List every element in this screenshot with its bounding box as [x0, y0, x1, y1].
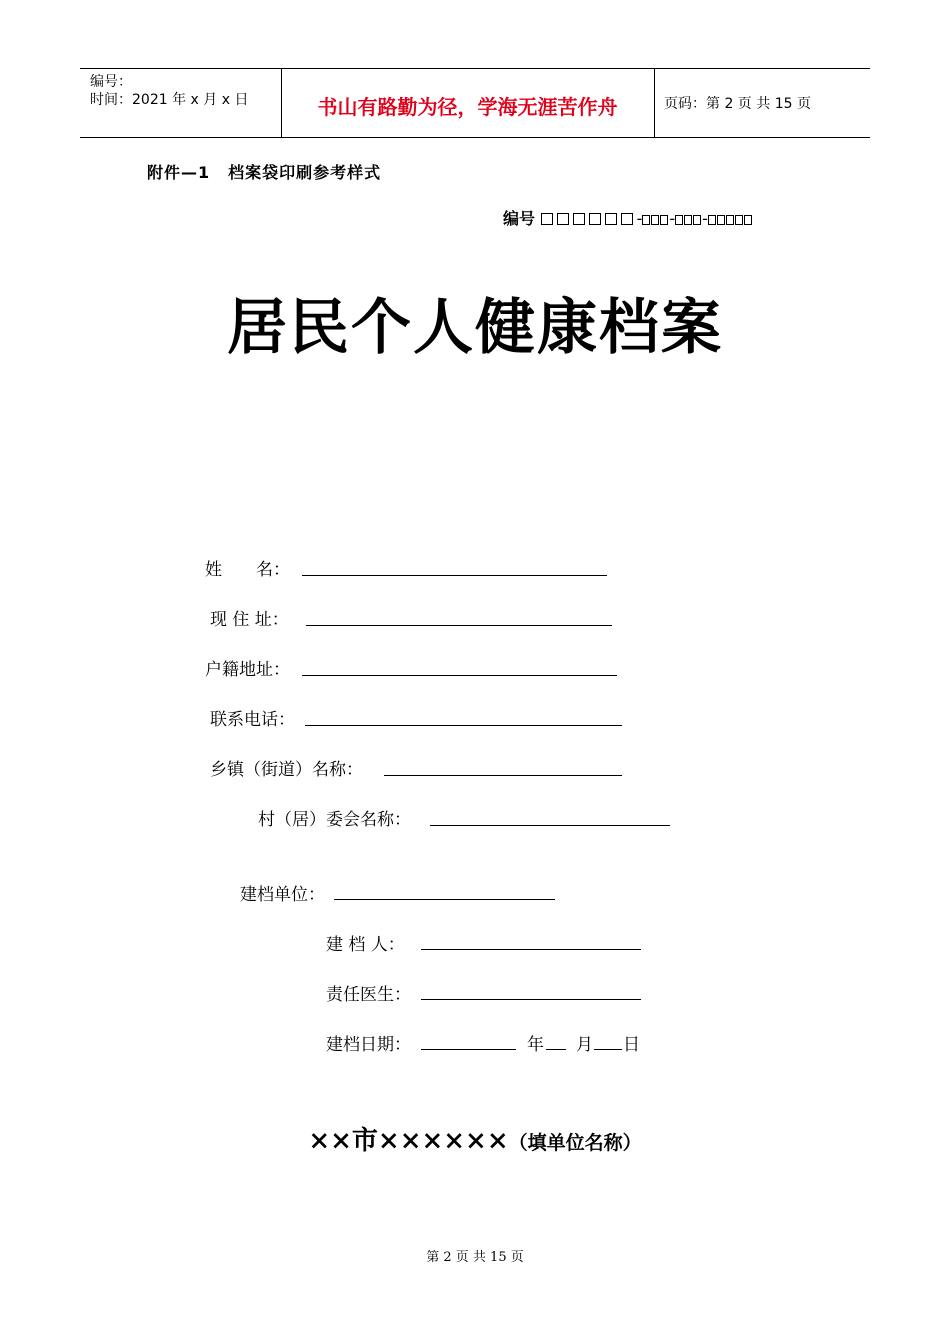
field-township-line[interactable]: [384, 775, 622, 776]
organization-name: ××市××××××: [308, 1126, 509, 1156]
header-meta: [90, 73, 248, 109]
field-date-month-label: 月: [576, 1035, 593, 1055]
header-time: 时间：2021 年 x 月 x 日: [90, 92, 249, 108]
organization-note: （填单位名称）: [508, 1132, 642, 1154]
field-date-day-line[interactable]: [594, 1049, 622, 1050]
record-code-label: 编号: [503, 209, 536, 228]
organization-line: [0, 1120, 950, 1157]
code-dash: -: [702, 209, 708, 228]
field-household-label: 户籍地址：: [205, 660, 290, 680]
record-code: [503, 206, 753, 229]
field-household-line[interactable]: [302, 675, 617, 676]
attachment-title: 档案袋印刷参考样式: [228, 163, 382, 182]
page-number: 第 2 页 共 15 页: [426, 1250, 524, 1265]
field-date-label: 建档日期：: [326, 1035, 411, 1055]
attachment-label: 附件—1: [147, 163, 211, 182]
field-creator-label: 建 档 人：: [326, 935, 405, 955]
header-page-number: 页码：第 2 页 共 15 页: [664, 96, 811, 112]
code-boxes-group-2: [642, 209, 669, 228]
document-title: 居民个人健康档案: [227, 293, 723, 363]
field-unit-label: 建档单位：: [240, 885, 325, 905]
field-date-year-line[interactable]: [421, 1049, 516, 1050]
attachment-line: [147, 160, 381, 183]
field-doctor-line[interactable]: [421, 999, 641, 1000]
header-serial: 编号：: [90, 74, 132, 90]
code-dash: -: [636, 209, 643, 228]
field-doctor-label: 责任医生：: [326, 985, 411, 1005]
field-village-label: 村（居）委会名称：: [258, 810, 411, 830]
field-phone-line[interactable]: [305, 725, 622, 726]
code-boxes-group-4: [708, 209, 753, 228]
field-creator-line[interactable]: [421, 949, 641, 950]
header-motto: 书山有路勤为径，学海无涯苦作舟: [317, 95, 618, 119]
field-township-label: 乡镇（街道）名称：: [210, 760, 363, 780]
field-date-year-label: 年: [527, 1035, 544, 1055]
field-unit-line[interactable]: [334, 899, 555, 900]
code-boxes-group-3: [675, 209, 702, 228]
header-table: [80, 68, 870, 138]
field-address-line[interactable]: [306, 625, 612, 626]
field-date-month-line[interactable]: [546, 1049, 566, 1050]
field-date-day-label: 日: [623, 1035, 640, 1055]
field-village-line[interactable]: [430, 825, 670, 826]
code-boxes-group-1: [541, 209, 637, 228]
code-dash: -: [669, 209, 676, 228]
field-name-label: 姓 名：: [205, 560, 290, 580]
field-name-line[interactable]: [302, 575, 607, 576]
field-phone-label: 联系电话：: [210, 710, 295, 730]
header-divider: [654, 69, 655, 137]
field-address-label: 现 住 址：: [210, 610, 289, 630]
